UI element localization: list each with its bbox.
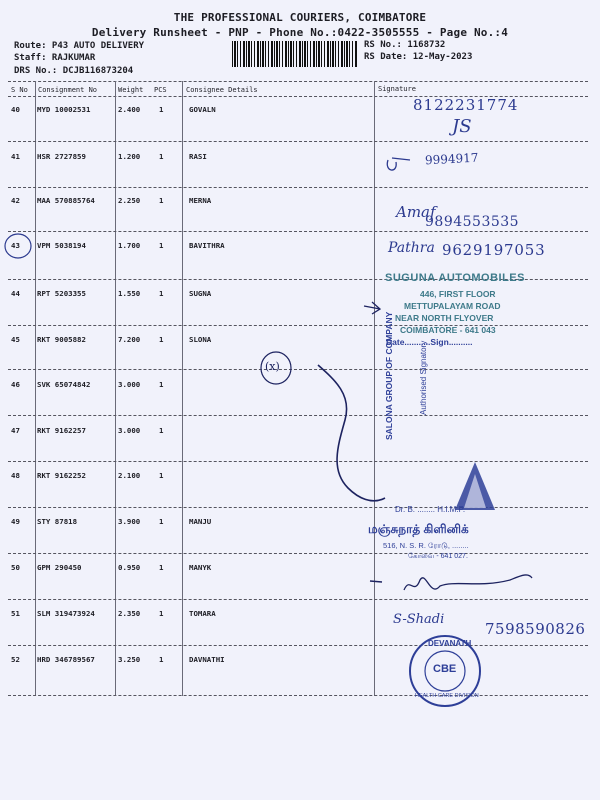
row-weight: 1.700	[118, 241, 141, 250]
company-title: THE PROFESSIONAL COURIERS, COIMBATORE	[173, 11, 427, 24]
row-weight: 2.350	[118, 609, 141, 618]
row-pcs: 1	[159, 426, 164, 435]
row-51-phone: 7598590826	[485, 620, 586, 638]
col-header-signature: Signature	[378, 85, 416, 93]
row-weight: 1.200	[118, 152, 141, 161]
row-weight: 7.200	[118, 335, 141, 344]
stamp-company-name: SUGUNA AUTOMOBILES	[385, 272, 525, 284]
row-weight: 2.400	[118, 105, 141, 114]
rs-number: RS No.: 1168732	[364, 40, 446, 50]
row-weight: 3.000	[118, 380, 141, 389]
row-sno: 40	[11, 105, 20, 114]
row-consignment-no: MAA 570885764	[37, 196, 95, 205]
row-42-name: Amaf	[396, 203, 436, 221]
row-41-signature	[387, 158, 410, 170]
row-consignment-no: RKT 9162257	[37, 426, 86, 435]
row-50-signature	[404, 575, 532, 590]
row-43-name: Pathra	[388, 240, 435, 256]
doctor-stamp-line: மஞ்சுநாத் கிளினிக்	[368, 522, 469, 536]
row-weight: 3.250	[118, 655, 141, 664]
row-42-phone: 9894553535	[425, 214, 520, 230]
stamp-line: COIMBATORE - 641 043	[400, 325, 496, 335]
row-pcs: 1	[159, 105, 164, 114]
row-consignment-no: SLM 319473924	[37, 609, 95, 618]
row-consignee: BAVITHRA	[189, 241, 225, 250]
row-consignment-no: STY 87818	[37, 517, 78, 526]
row-sno: 51	[11, 609, 20, 618]
row-40-phone: 8122231774	[413, 96, 519, 114]
row-consignee: SUGNA	[189, 289, 212, 298]
col-header-weight: Weight	[118, 86, 144, 94]
row-pcs: 1	[159, 655, 164, 664]
row-pcs: 1	[159, 380, 164, 389]
rs-date: RS Date: 12-May-2023	[364, 52, 473, 62]
row-weight: 2.100	[118, 471, 141, 480]
row-45-mark: (x)	[265, 360, 280, 373]
row-pcs: 1	[159, 335, 164, 344]
row-consignee: MANYK	[189, 563, 212, 572]
row-sno: 47	[11, 426, 20, 435]
row-weight: 0.950	[118, 563, 141, 572]
row-sno: 45	[11, 335, 20, 344]
row-sno: 48	[11, 471, 20, 480]
row-consignment-no: MYD 10002531	[37, 105, 91, 114]
row-sno: 43	[11, 241, 20, 250]
row-pcs: 1	[159, 289, 164, 298]
row-consignee: GOVALN	[189, 105, 216, 114]
row-weight: 2.250	[118, 196, 141, 205]
row-weight: 3.900	[118, 517, 141, 526]
col-header-consignment: Consignment No	[38, 86, 98, 94]
doctor-stamp-line: 516, N. S. R. ரோடு, ........	[383, 541, 469, 550]
row-41-phone: 9994917	[424, 150, 479, 168]
row-consignment-no: RPT 5203355	[37, 289, 86, 298]
row-consignment-no: VPM 5038194	[37, 241, 86, 250]
row-43-phone: 9629197053	[442, 241, 546, 259]
row-sno: 50	[11, 563, 20, 572]
doctor-stamp-line: Dr. B. ........ H.I.M.P.	[395, 505, 466, 514]
salona-vertical-stamp: SALONA GROUP OF COMPANY	[384, 311, 394, 440]
row-pcs: 1	[159, 152, 164, 161]
staff-label: Staff: RAJKUMAR	[14, 53, 96, 63]
stamp-date-sign: Date...........Sign..........	[386, 337, 473, 347]
stamp-line: NEAR NORTH FLYOVER	[395, 313, 494, 323]
row-pcs: 1	[159, 196, 164, 205]
row-weight: 3.000	[118, 426, 141, 435]
row-consignee: SLONA	[189, 335, 212, 344]
row-consignee: TOMARA	[189, 609, 216, 618]
dash-mark	[370, 581, 382, 582]
row-sno: 44	[11, 289, 20, 298]
col-header-sno: S No	[11, 86, 28, 94]
stamp-line: 446, FIRST FLOOR	[420, 289, 496, 299]
col-header-pcs: PCS	[154, 86, 167, 94]
row-pcs: 1	[159, 563, 164, 572]
row-40-initials: JS	[452, 116, 472, 137]
devanath-top-text: DEVANATH	[428, 639, 472, 648]
drs-number: DRS No.: DCJB116873204	[14, 66, 134, 76]
devanath-bottom-text: HEALTH CARE DIVISION	[415, 693, 479, 699]
row-consignment-no: RKT 9162252	[37, 471, 86, 480]
row-sno: 46	[11, 380, 20, 389]
row-consignee: MANJU	[189, 517, 212, 526]
row-consignment-no: SVK 65074842	[37, 380, 91, 389]
row-pcs: 1	[159, 241, 164, 250]
doctor-stamp-line: கோவை - 641 027.	[408, 553, 468, 560]
devanath-center-text: CBE	[433, 663, 457, 675]
arrow-mark	[364, 302, 380, 314]
row-pcs: 1	[159, 471, 164, 480]
row-sno: 49	[11, 517, 20, 526]
row-consignee: MERNA	[189, 196, 212, 205]
row-pcs: 1	[159, 517, 164, 526]
row-weight: 1.550	[118, 289, 141, 298]
row-pcs: 1	[159, 609, 164, 618]
row-51-name: S-Shadi	[393, 612, 445, 627]
row-consignment-no: HRD 346789567	[37, 655, 95, 664]
route-label: Route: P43 AUTO DELIVERY	[14, 41, 145, 51]
row-sno: 52	[11, 655, 20, 664]
row-consignment-no: RKT 9005882	[37, 335, 86, 344]
col-header-consignee: Consignee Details	[186, 86, 258, 94]
stamp-line: METTUPALAYAM ROAD	[404, 301, 501, 311]
row-consignment-no: GPM 290450	[37, 563, 82, 572]
row-consignment-no: HSR 2727859	[37, 152, 86, 161]
row-consignee: RASI	[189, 152, 207, 161]
authorised-signatory: Authorised Signatory	[419, 340, 428, 415]
row-consignee: DAVNATHI	[189, 655, 225, 664]
runsheet-subtitle: Delivery Runsheet - PNP - Phone No.:0422-3505555 - Page No.:4	[91, 26, 509, 39]
row-sno: 42	[11, 196, 20, 205]
row-sno: 41	[11, 152, 20, 161]
row-43-circle-mark	[5, 234, 31, 258]
ink-curve	[318, 365, 385, 501]
